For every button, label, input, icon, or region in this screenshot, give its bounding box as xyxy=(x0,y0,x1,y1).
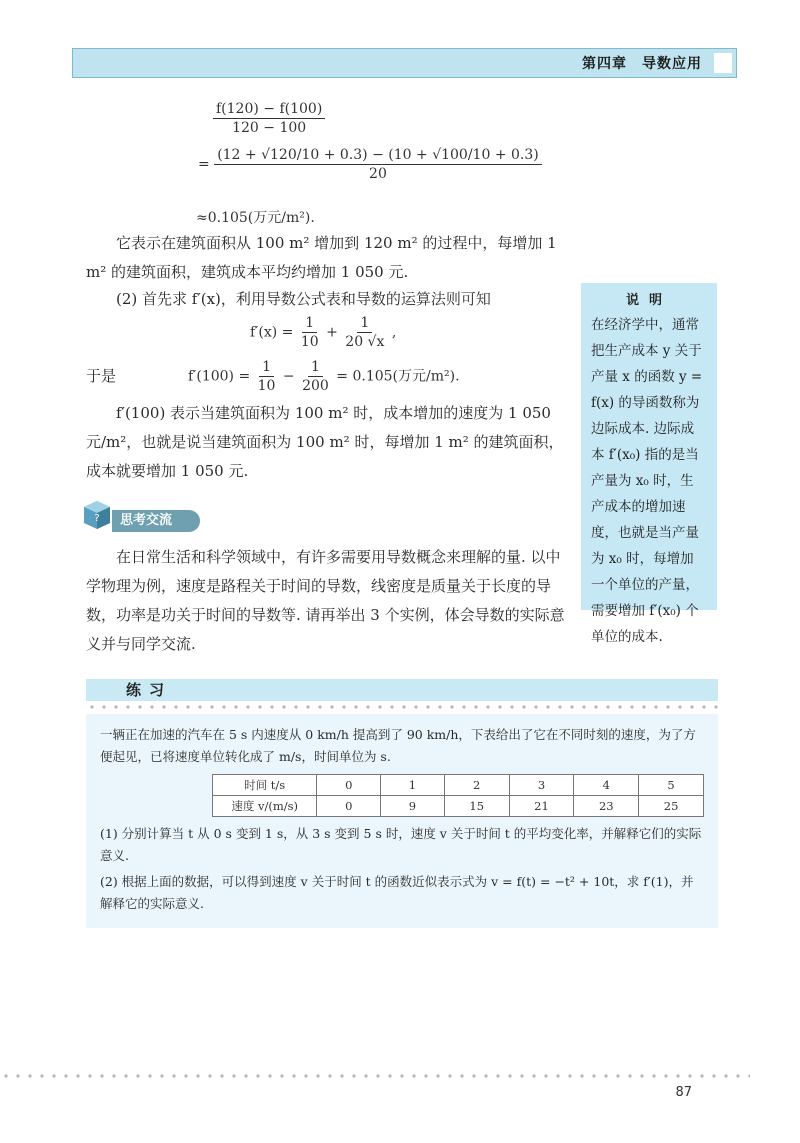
svg-text:?: ? xyxy=(94,513,100,524)
paragraph-marginal-interpretation: f′(100) 表示当建筑面积为 100 m² 时，成本增加的速度为 1 050 元/m²，也就是说当建筑面积为 100 m² 时，每增加 1 m² 的建筑面积，成本就要增加 1 050 元. xyxy=(86,404,564,480)
table-cell: 5 xyxy=(639,775,704,796)
exercise-title: 练习 xyxy=(126,681,173,699)
formula-derivative-at-100: f′(100) = $\frac{1}{10}$ − $\frac{1}{200}$ = 0.105(万元/m²). xyxy=(188,359,460,394)
formula1-numerator: f(120) − f(100) xyxy=(213,100,325,119)
table-cell: 速度 v/(m/s) xyxy=(213,796,317,817)
chapter-title: 第四章 导数应用 xyxy=(582,56,702,72)
exercise-question-1: (1) 分别计算当 t 从 0 s 变到 1 s，从 3 s 变到 5 s 时，速度 v 关于时间 t 的平均变化率，并解释它们的实际意义. xyxy=(100,826,702,863)
paragraph-derivative-intro: (2) 首先求 f′(x)，利用导数公式表和导数的运算法则可知 xyxy=(116,290,491,308)
table-cell: 时间 t/s xyxy=(213,775,317,796)
header-corner-square xyxy=(714,53,732,73)
formula3-prefix: 于是 xyxy=(86,367,117,385)
note-title: 说明 xyxy=(625,293,672,308)
dotted-divider xyxy=(86,704,718,710)
paragraph-thinking: 在日常生活和科学领域中，有许多需要用导数概念来理解的量. 以中学物理为例，速度是路程关于时间的导数，线密度是质量关于长度的导数，功率是功关于时间的导数等. 请再举出 3 个实例，体会导数的实际意义并与同学交流. xyxy=(86,548,565,653)
table-cell: 25 xyxy=(639,796,704,817)
exercise-box xyxy=(86,714,718,928)
formula-approx-result: ≈0.105(万元/m²). xyxy=(196,210,315,226)
exercise-intro: 一辆正在加速的汽车在 5 s 内速度从 0 km/h 提高到了 90 km/h，下表给出了它在不同时刻的速度，为了方便起见，已将速度单位转化成了 m/s，时间单位为 s. xyxy=(100,727,696,764)
formula-expanded: = $\frac{(12 + √120/10 + 0.3) - (10 + √100/10 + 0.3)}{20}$ xyxy=(198,146,542,183)
table-row xyxy=(213,775,704,796)
table-cell: 3 xyxy=(509,775,574,796)
formula-difference-quotient xyxy=(213,100,325,137)
formula1-line2-denominator: 20 xyxy=(369,166,387,182)
speed-table xyxy=(212,774,704,817)
table-cell: 4 xyxy=(574,775,639,796)
table-cell: 0 xyxy=(317,796,381,817)
exercise-header-bar xyxy=(86,679,718,701)
table-cell: 1 xyxy=(381,775,445,796)
table-cell: 21 xyxy=(509,796,574,817)
table-cell: 23 xyxy=(574,796,639,817)
cube-icon xyxy=(83,500,111,530)
chapter-header-bar xyxy=(72,48,737,78)
note-body: 在经济学中，通常把生产成本 y 关于产量 x 的函数 y = f(x) 的导函数称为边际成本. 边际成本 f′(x₀) 指的是当产量为 x₀ 时，生产成本的增加速度，也就是当产量为 x₀ 时，每增加一个单位的产量，需要增加 f′(x₀) 个单位的成本. xyxy=(591,317,703,645)
page-number: 87 xyxy=(675,1085,692,1100)
formula1-line2-left: (12 + √120/10 + 0.3) xyxy=(217,147,368,163)
table-cell: 0 xyxy=(317,775,381,796)
section-label-thinking: 思考交流 xyxy=(112,510,200,532)
formula1-line2-right: (10 + √100/10 + 0.3) xyxy=(388,147,539,163)
table-cell: 2 xyxy=(444,775,509,796)
paragraph-average-cost: 它表示在建筑面积从 100 m² 增加到 120 m² 的过程中，每增加 1 m² 的建筑面积，建筑成本平均约增加 1 050 元. xyxy=(86,234,557,281)
formula-derivative: f′(x) = $\frac{1}{10}$ + $\frac{1}{20 √x}$ , xyxy=(250,315,397,350)
table-cell: 15 xyxy=(444,796,509,817)
table-cell: 9 xyxy=(381,796,445,817)
exercise-question-2: (2) 根据上面的数据，可以得到速度 v 关于时间 t 的函数近似表示式为 v = f(t) = −t² + 10t，求 f′(1)，并解释它的实际意义. xyxy=(100,874,694,911)
formula1-denominator: 120 − 100 xyxy=(232,120,307,136)
table-row xyxy=(213,796,704,817)
note-sidebar xyxy=(581,283,717,645)
bottom-dotted-divider xyxy=(0,1073,750,1079)
